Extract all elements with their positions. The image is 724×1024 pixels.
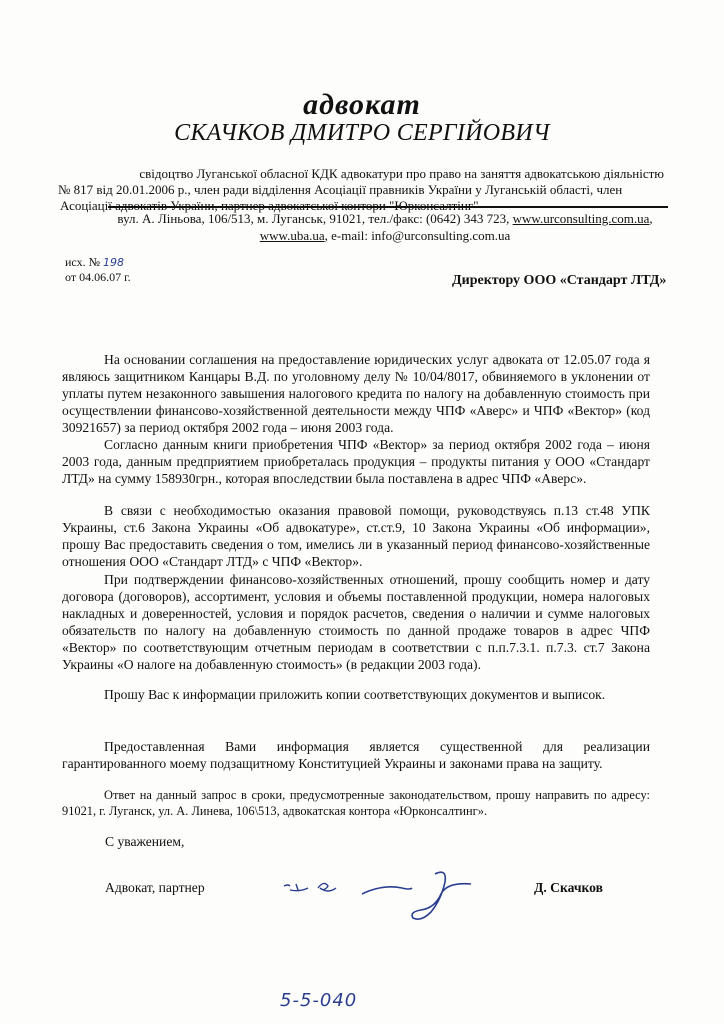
website-link[interactable]: www.urconsulting.com.ua bbox=[512, 211, 650, 226]
signer-role: Адвокат, партнер bbox=[105, 880, 205, 895]
body-paragraph: На основании соглашения на предоставление юридических услуг адвоката от 12.05.07 года я являюсь защитником Канцары В.Д. по уголовному делу № 10/04/8017, обвиняемого в уклонении от уплаты путем незаконного завышения налогового кредита по налогу на добавленную стоимость при осуществлении финансово-хозяйственной деятельности между ЧПФ «Аверс» и ЧПФ «Вектор» (код 30921657) за период октября 2002 года – июня 2003 года. bbox=[62, 352, 650, 435]
body-paragraph: Предоставленная Вами информация является существенной для реализации гарантированного моему подзащитному Конституцией Украины и законами права на защиту. bbox=[62, 739, 650, 771]
body-paragraph: Согласно данным книги приобретения ЧПФ «Вектор» за период октября 2002 года – июня 2003 года, данным предприятием приобреталась продукция – продукты питания у ООО «Стандарт ЛТД» на сумму 158930грн., которая впоследствии была поставлена в адрес ЧПФ «Аверс». bbox=[62, 437, 650, 486]
header-divider bbox=[108, 206, 668, 208]
body-paragraph: В связи с необходимостью оказания правовой помощи, руководствуясь п.13 ст.48 УПК Украины, ст.6 Закона Украины «Об адвокатуре», ст.ст.9, 10 Закона Украины «Об информации», прошу Вас предоставить сведения о том, имелись ли в указанный период финансово-хозяйственные отношения ООО «Стандарт ЛТД» с ЧПФ «Вектор». bbox=[62, 503, 650, 569]
body-paragraph: Прошу Вас к информации приложить копии соответствующих документов и выписок. bbox=[104, 687, 606, 702]
outgoing-number: 198 bbox=[103, 256, 125, 269]
credentials-line: свідоцтво Луганської обласної КДК адвокатури про право на заняття адвокатською діяльністю bbox=[139, 166, 664, 181]
credentials-line: № 817 від 20.01.2006 р., член ради відділення Асоціації правників України у Луганській області, член bbox=[58, 182, 623, 197]
addressee: Директору ООО «Стандарт ЛТД» bbox=[452, 273, 667, 288]
website-link[interactable]: www.uba.ua bbox=[259, 228, 325, 243]
handwritten-signature bbox=[270, 864, 500, 934]
profession-title: адвокат bbox=[303, 88, 421, 121]
lawyer-name: СКАЧКОВ ДМИТРО СЕРГІЙОВИЧ bbox=[174, 120, 550, 146]
contact-address: вул. А. Ліньова, 106/513, м. Луганськ, 91021, тел./факс: (0642) 343 723, www.urconsulting.com.ua, www.uba.ua, e-mail: info@urconsulting.com.ua bbox=[117, 211, 653, 243]
credentials-line: Асоціації адвокатів України, партнер адвокатської контори "Юрконсалтінг" bbox=[60, 198, 479, 213]
outgoing-date: от 04.06.07 г. bbox=[65, 270, 131, 284]
body-paragraph: При подтверждении финансово-хозяйственных отношений, прошу сообщить номер и дату договора (договоров), ассортимент, условия и объемы поставленной продукции, номера налоговых накладных и доверенностей, условия и порядок расчетов, сведения о наличии и сумме налоговых обязательств по налогу на добавленную стоимость по данной продаже товаров в адрес ЧПФ «Вектор» по соответствующим отчетным периодам в соответствии с п.п.7.3.1. п.7.3. ст.7 Закона Украины «О налоге на добавленную стоимость» (в редакции 2003 года). bbox=[62, 572, 650, 672]
outgoing-reference bbox=[65, 255, 131, 285]
address-text: вул. А. Ліньова, 106/513, м. Луганськ, 91021, тел./факс: (0642) 343 723, bbox=[117, 211, 513, 226]
closing-phrase: С уважением, bbox=[105, 834, 185, 849]
outgoing-label: исх. № bbox=[65, 255, 101, 269]
email-text: , e-mail: info@urconsulting.com.ua bbox=[324, 228, 511, 243]
signer-name: Д. Скачков bbox=[534, 880, 603, 895]
body-paragraph: Ответ на данный запрос в сроки, предусмотренные законодательством, прошу направить по адресу: 91021, г. Луганск, ул. А. Линева, 106\513, адвокатская контора «Юрконсалтинг». bbox=[62, 788, 650, 818]
registration-number: 5-5-040 bbox=[280, 990, 358, 1011]
